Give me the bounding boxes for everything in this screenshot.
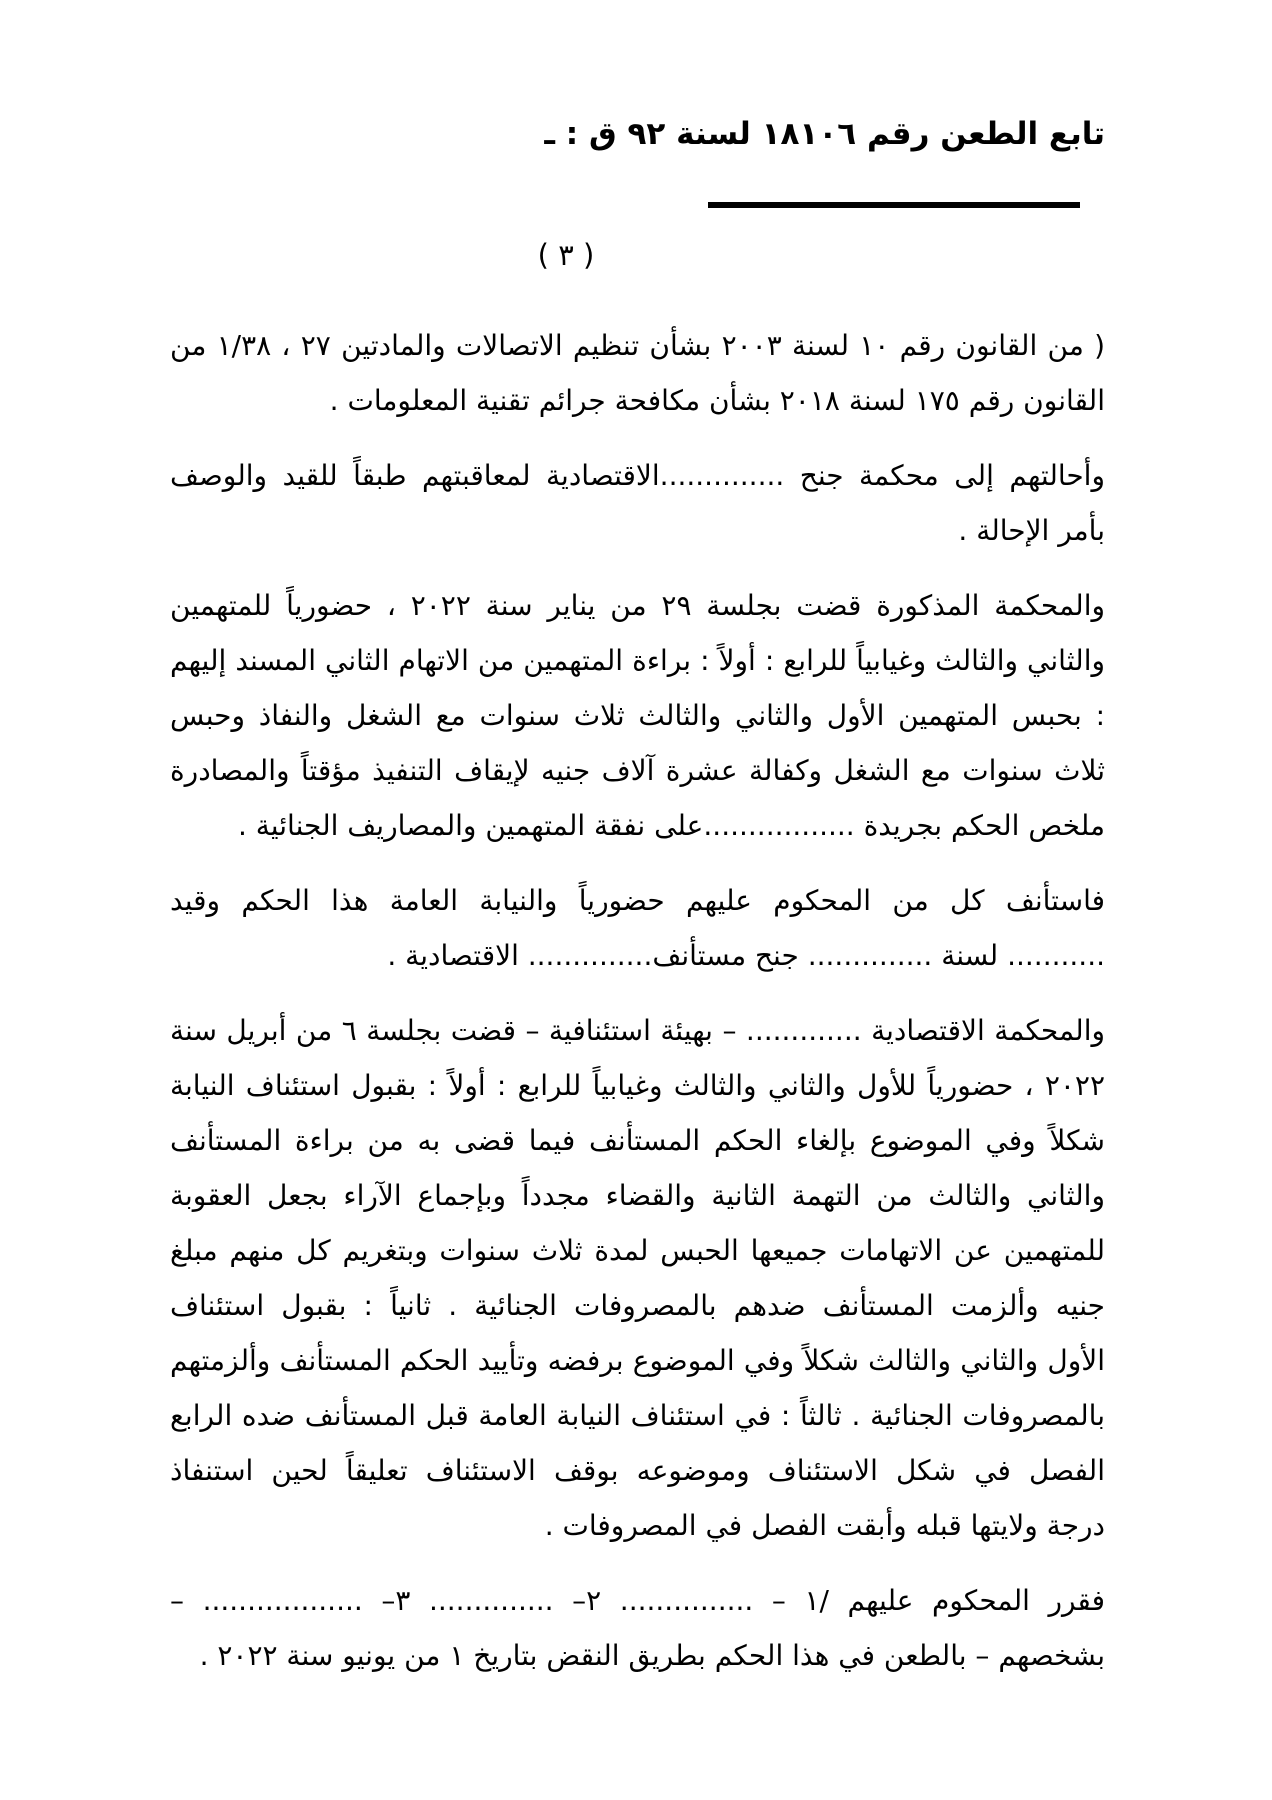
text-line: ثلاث سنوات مع الشغل وكفالة عشرة آلاف جنيه لإيقاف التنفيذ مؤقتاً والمصادرة <box>170 754 1105 787</box>
text-line: والثاني والثالث من التهمة الثانية والقضاء مجدداً وبإجماع الآراء بجعل العقوبة <box>170 1179 1105 1212</box>
paragraph-2 <box>170 448 1105 558</box>
text-line: والمحكمة الاقتصادية ............. – بهيئة استئنافية – قضت بجلسة ٦ من أبريل سنة <box>170 1014 1105 1047</box>
text-line: ٢٠٢٢ ، حضورياً للأول والثاني والثالث وغيابياً للرابع : أولاً : بقبول استئناف النيابة <box>170 1069 1105 1102</box>
text-line: والمحكمة المذكورة قضت بجلسة ٢٩ من يناير سنة ٢٠٢٢ ، حضورياً للمتهمين <box>170 589 1105 622</box>
text-line: وأحالتهم إلى محكمة جنح ..............الاقتصادية لمعاقبتهم طبقاً للقيد والوصف <box>170 459 1105 492</box>
paragraph-3 <box>170 578 1105 853</box>
text-line: فقرر المحكوم عليهم /١ – ............... ٢– .............. ٣– .................. – <box>170 1584 1105 1617</box>
text-line: بأمر الإحالة . <box>958 514 1105 547</box>
text-line: ( من القانون رقم ١٠ لسنة ٢٠٠٣ بشأن تنظيم الاتصالات والمادتين ٢٧ ، ١/٣٨ من <box>170 329 1105 362</box>
text-line: بالمصروفات الجنائية . ثالثاً : في استئناف النيابة العامة قبل المستأنف ضده الرابع <box>170 1399 1105 1432</box>
text-line: شكلاً وفي الموضوع بإلغاء الحكم المستأنف فيما قضى به من براءة المستأنف <box>170 1124 1105 1157</box>
text-line: بشخصهم – بالطعن في هذا الحكم بطريق النقض بتاريخ ١ من يونيو سنة ٢٠٢٢ . <box>199 1639 1105 1672</box>
text-line: والثاني والثالث وغيابياً للرابع : أولاً : براءة المتهمين من الاتهام الثاني المسند إليهم <box>170 644 1105 677</box>
text-line: القانون رقم ١٧٥ لسنة ٢٠١٨ بشأن مكافحة جرائم تقنية المعلومات . <box>329 384 1105 417</box>
case-header: تابع الطعن رقم ١٨١٠٦ لسنة ٩٢ ق : ـ <box>544 116 1105 152</box>
document-body <box>170 318 1105 1703</box>
text-line: فاستأنف كل من المحكوم عليهم حضورياً والنيابة العامة هذا الحكم وقيد <box>170 884 1105 917</box>
page-number: ( ٣ ) <box>537 238 595 272</box>
text-line: ملخص الحكم بجريدة .................على نفقة المتهمين والمصاريف الجنائية . <box>237 809 1105 842</box>
text-line: الفصل في شكل الاستئناف وموضوعه بوقف الاستئناف تعليقاً لحين استنفاذ <box>170 1454 1105 1487</box>
text-line: جنيه وألزمت المستأنف ضدهم بالمصروفات الجنائية . ثانياً : بقبول استئناف <box>170 1289 1105 1322</box>
text-line: درجة ولايتها قبله وأبقت الفصل في المصروفات . <box>544 1509 1105 1542</box>
text-line: ........... لسنة .............. جنح مستأنف.............. الاقتصادية . <box>387 939 1105 972</box>
text-line: : بحبس المتهمين الأول والثاني والثالث ثلاث سنوات مع الشغل والنفاذ وحبس <box>170 699 1105 732</box>
paragraph-5 <box>170 1003 1105 1553</box>
header-underline <box>708 202 1080 208</box>
paragraph-1 <box>170 318 1105 428</box>
text-line: للمتهمين عن الاتهامات جميعها الحبس لمدة ثلاث سنوات وبتغريم كل منهم مبلغ <box>170 1234 1105 1267</box>
text-line: الأول والثاني والثالث شكلاً وفي الموضوع برفضه وتأييد الحكم المستأنف وألزمتهم <box>170 1344 1105 1377</box>
paragraph-4 <box>170 873 1105 983</box>
paragraph-6 <box>170 1573 1105 1683</box>
